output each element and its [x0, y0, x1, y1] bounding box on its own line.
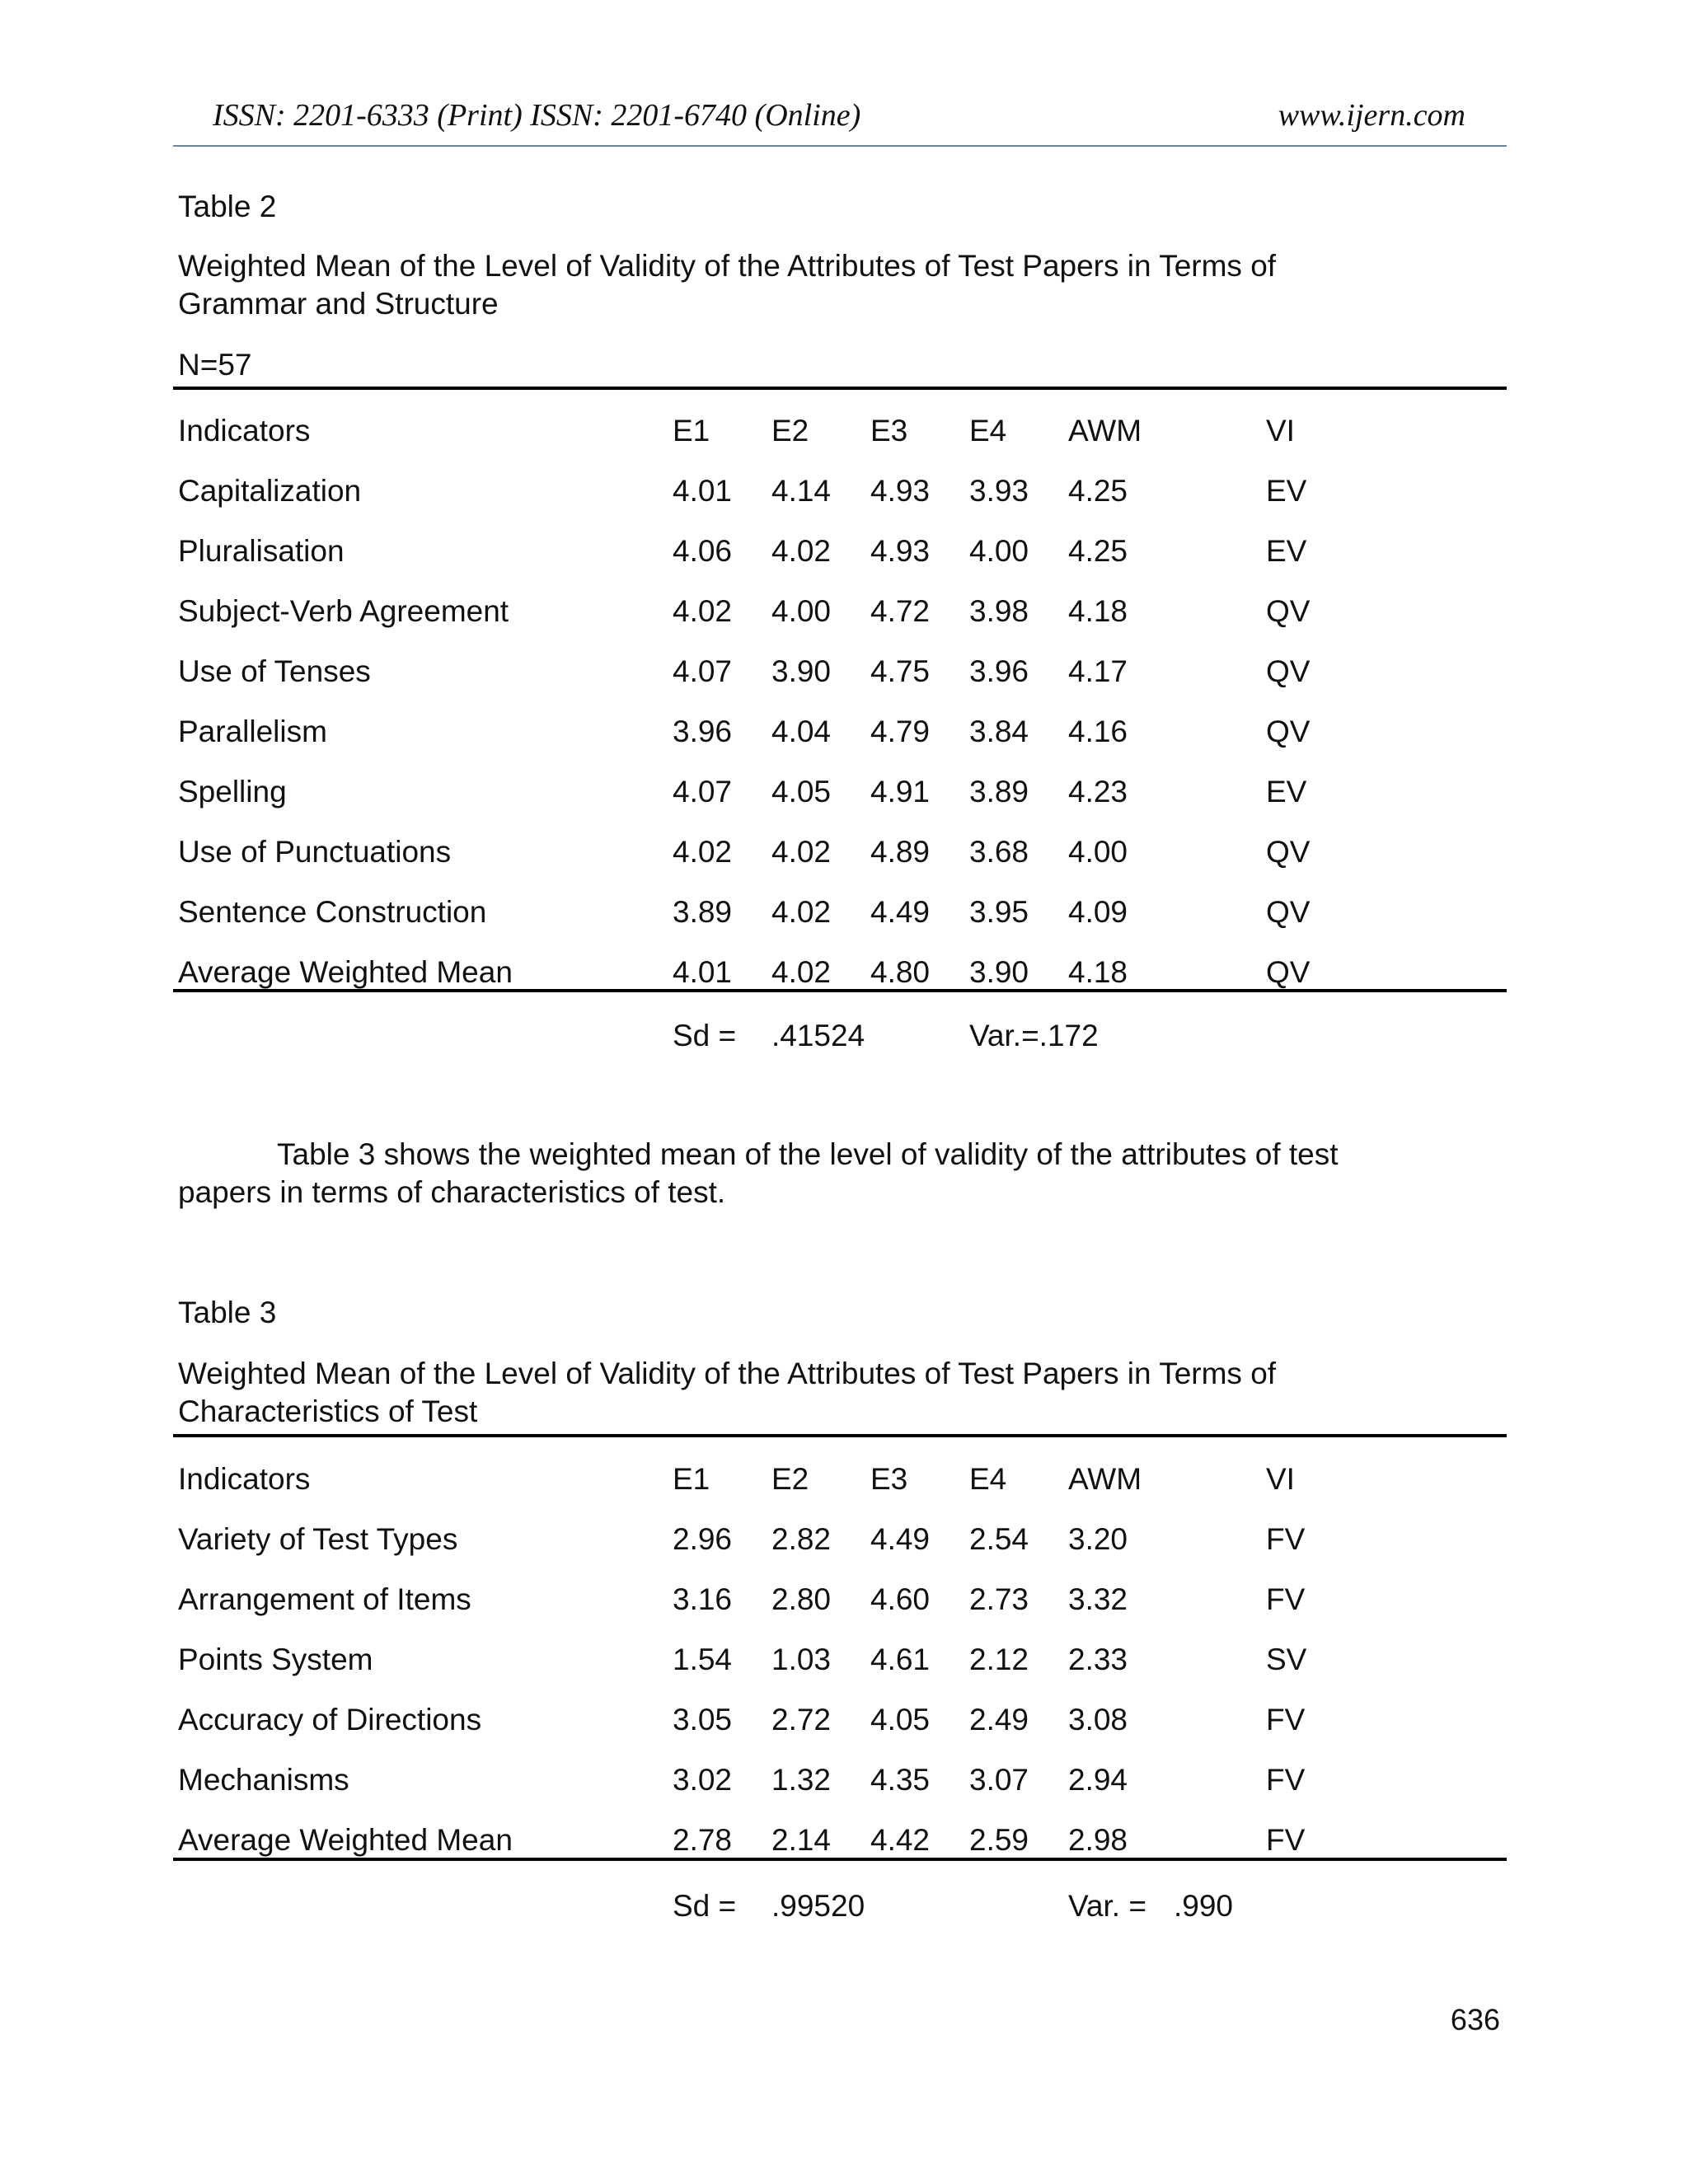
table-cell: 3.98	[969, 594, 1029, 628]
column-header: VI	[1266, 1462, 1295, 1496]
table-cell: 3.90	[771, 654, 832, 688]
column-header: Indicators	[178, 1462, 311, 1496]
table-cell: 4.05	[771, 775, 832, 808]
table-cell: QV	[1266, 835, 1311, 869]
table-cell: QV	[1266, 895, 1311, 929]
table-cell: 2.14	[771, 1823, 832, 1857]
table2-sd-label: Sd =	[673, 1019, 737, 1052]
table3-var-label: Var. =	[1068, 1889, 1146, 1923]
table-cell: 3.08	[1068, 1703, 1128, 1736]
page-number: 636	[1450, 2003, 1500, 2036]
table-cell: 1.54	[673, 1643, 733, 1676]
table-cell: 4.93	[870, 474, 931, 508]
table-row	[178, 523, 1507, 583]
issn-text: ISSN: 2201-6333 (Print) ISSN: 2201-6740 (Online)	[213, 98, 861, 133]
table-cell: 2.72	[771, 1703, 832, 1736]
indicator-cell: Average Weighted Mean	[178, 1823, 513, 1857]
table-cell: 2.73	[969, 1582, 1029, 1616]
table-cell: 4.07	[673, 654, 733, 688]
table-cell: FV	[1266, 1582, 1306, 1616]
table-cell: 4.14	[771, 474, 832, 508]
table-cell: 2.33	[1068, 1643, 1128, 1676]
table-cell: 1.03	[771, 1643, 832, 1676]
table-cell: 4.23	[1068, 775, 1128, 808]
table-cell: 4.17	[1068, 654, 1128, 688]
table-cell: 4.35	[870, 1763, 931, 1797]
table-cell: SV	[1266, 1643, 1307, 1676]
table2-variance: Var.=.172	[969, 1019, 1099, 1052]
table2-sd-value: .41524	[771, 1019, 865, 1052]
table-cell: 4.00	[771, 594, 832, 628]
table-cell: 2.12	[969, 1643, 1029, 1676]
table-cell: 4.18	[1068, 955, 1128, 989]
table2-n: N=57	[178, 348, 252, 382]
table-cell: FV	[1266, 1522, 1306, 1556]
table-cell: QV	[1266, 955, 1311, 989]
table-cell: 3.84	[969, 715, 1029, 748]
table-cell: 3.02	[673, 1763, 733, 1797]
table-row	[178, 643, 1507, 703]
indicator-cell: Accuracy of Directions	[178, 1703, 482, 1736]
table-cell: QV	[1266, 715, 1311, 748]
table-cell: 3.05	[673, 1703, 733, 1736]
table-cell: 4.49	[870, 895, 931, 929]
table-row	[178, 1811, 1507, 1872]
table-cell: 3.89	[969, 775, 1029, 808]
table-cell: 2.82	[771, 1522, 832, 1556]
indicator-cell: Parallelism	[178, 715, 327, 748]
indicator-cell: Capitalization	[178, 474, 362, 508]
table-row	[178, 1511, 1507, 1571]
column-header: Indicators	[178, 414, 311, 448]
indicator-cell: Subject-Verb Agreement	[178, 594, 509, 628]
table3-bottom-rule	[173, 1858, 1507, 1861]
table2-title-line2: Grammar and Structure	[178, 287, 499, 321]
column-header: E2	[771, 414, 809, 448]
indicator-cell: Spelling	[178, 775, 287, 808]
indicator-cell: Average Weighted Mean	[178, 955, 513, 989]
table-cell: 4.06	[673, 534, 733, 568]
table-cell: 4.16	[1068, 715, 1128, 748]
table-cell: 4.02	[771, 895, 832, 929]
indicator-cell: Pluralisation	[178, 534, 345, 568]
table-cell: 3.16	[673, 1582, 733, 1616]
indicator-cell: Use of Punctuations	[178, 835, 452, 869]
table-row	[178, 1691, 1507, 1751]
journal-website: www.ijern.com	[1278, 98, 1465, 133]
table-cell: 3.90	[969, 955, 1029, 989]
table-row	[178, 1571, 1507, 1631]
table-cell: QV	[1266, 654, 1311, 688]
table3-title-line1: Weighted Mean of the Level of Validity of the Attributes of Test Papers in Terms of	[178, 1357, 1277, 1390]
table3-header-row	[178, 1451, 1507, 1511]
column-header: E4	[969, 414, 1007, 448]
table-cell: 4.25	[1068, 534, 1128, 568]
table2-title-line1: Weighted Mean of the Level of Validity of the Attributes of Test Papers in Terms of	[178, 249, 1277, 283]
table-cell: 3.96	[673, 715, 733, 748]
table-cell: EV	[1266, 534, 1307, 568]
table-cell: 4.04	[771, 715, 832, 748]
table3-label: Table 3	[178, 1296, 277, 1329]
table-cell: 4.07	[673, 775, 733, 808]
table3-title-line2: Characteristics of Test	[178, 1394, 478, 1428]
column-header: E4	[969, 1462, 1007, 1496]
table2-top-rule	[173, 387, 1507, 390]
indicator-cell: Mechanisms	[178, 1763, 349, 1797]
table3-var-value: .990	[1174, 1889, 1234, 1923]
table-row	[178, 462, 1507, 523]
table-cell: 4.00	[969, 534, 1029, 568]
table-cell: 4.02	[673, 594, 733, 628]
table-cell: 4.89	[870, 835, 931, 869]
table-cell: 4.02	[771, 534, 832, 568]
paragraph-line1: Table 3 shows the weighted mean of the level of validity of the attributes of test	[277, 1137, 1339, 1171]
column-header: AWM	[1068, 414, 1142, 448]
table-cell: 4.72	[870, 594, 931, 628]
table-cell: 4.93	[870, 534, 931, 568]
table3	[178, 1451, 1507, 1872]
table-cell: EV	[1266, 474, 1307, 508]
table-cell: 2.54	[969, 1522, 1029, 1556]
table-cell: 4.18	[1068, 594, 1128, 628]
table-cell: 3.95	[969, 895, 1029, 929]
table-cell: 4.49	[870, 1522, 931, 1556]
column-header: AWM	[1068, 1462, 1142, 1496]
indicator-cell: Use of Tenses	[178, 654, 371, 688]
table-cell: 3.68	[969, 835, 1029, 869]
table-cell: FV	[1266, 1703, 1306, 1736]
indicator-cell: Sentence Construction	[178, 895, 487, 929]
table-cell: 3.89	[673, 895, 733, 929]
paragraph-line2: papers in terms of characteristics of test.	[178, 1175, 726, 1209]
table-cell: 3.20	[1068, 1522, 1128, 1556]
column-header: E1	[673, 414, 710, 448]
table-cell: 4.00	[1068, 835, 1128, 869]
table-cell: EV	[1266, 775, 1307, 808]
table-cell: FV	[1266, 1763, 1306, 1797]
table3-sd-value: .99520	[771, 1889, 865, 1923]
table-row	[178, 763, 1507, 823]
table-cell: 4.75	[870, 654, 931, 688]
table-row	[178, 944, 1507, 1004]
indicator-cell: Arrangement of Items	[178, 1582, 471, 1616]
table-row	[178, 823, 1507, 883]
table-cell: 2.96	[673, 1522, 733, 1556]
running-header	[173, 92, 1507, 147]
table-cell: 3.96	[969, 654, 1029, 688]
column-header: E3	[870, 414, 908, 448]
table2	[178, 402, 1507, 1004]
table-cell: 1.32	[771, 1763, 832, 1797]
table-cell: 3.32	[1068, 1582, 1128, 1616]
table3-top-rule	[173, 1434, 1507, 1437]
table-cell: 4.61	[870, 1643, 931, 1676]
table-cell: 4.79	[870, 715, 931, 748]
column-header: E3	[870, 1462, 908, 1496]
indicator-cell: Points System	[178, 1643, 373, 1676]
table-row	[178, 1751, 1507, 1811]
table3-sd-label: Sd =	[673, 1889, 737, 1923]
table-cell: 4.09	[1068, 895, 1128, 929]
table-cell: 2.49	[969, 1703, 1029, 1736]
column-header: E1	[673, 1462, 710, 1496]
table-row	[178, 583, 1507, 643]
table-cell: FV	[1266, 1823, 1306, 1857]
table-cell: QV	[1266, 594, 1311, 628]
table-cell: 4.91	[870, 775, 931, 808]
column-header: E2	[771, 1462, 809, 1496]
table-row	[178, 703, 1507, 763]
table-cell: 4.02	[771, 835, 832, 869]
indicator-cell: Variety of Test Types	[178, 1522, 458, 1556]
table2-header-row	[178, 402, 1507, 462]
table-cell: 4.05	[870, 1703, 931, 1736]
table-row	[178, 1631, 1507, 1691]
table-cell: 2.59	[969, 1823, 1029, 1857]
table-cell: 4.02	[771, 955, 832, 989]
table-cell: 4.42	[870, 1823, 931, 1857]
table-cell: 4.80	[870, 955, 931, 989]
table-cell: 2.98	[1068, 1823, 1128, 1857]
table-cell: 4.01	[673, 955, 733, 989]
table2-label: Table 2	[178, 190, 277, 223]
table-cell: 2.80	[771, 1582, 832, 1616]
table-cell: 4.02	[673, 835, 733, 869]
table-cell: 3.93	[969, 474, 1029, 508]
table-cell: 3.07	[969, 1763, 1029, 1797]
table-row	[178, 883, 1507, 944]
table-cell: 4.25	[1068, 474, 1128, 508]
table-cell: 4.01	[673, 474, 733, 508]
table-cell: 4.60	[870, 1582, 931, 1616]
column-header: VI	[1266, 414, 1295, 448]
table-cell: 2.78	[673, 1823, 733, 1857]
table2-bottom-rule	[173, 989, 1507, 992]
table-cell: 2.94	[1068, 1763, 1128, 1797]
